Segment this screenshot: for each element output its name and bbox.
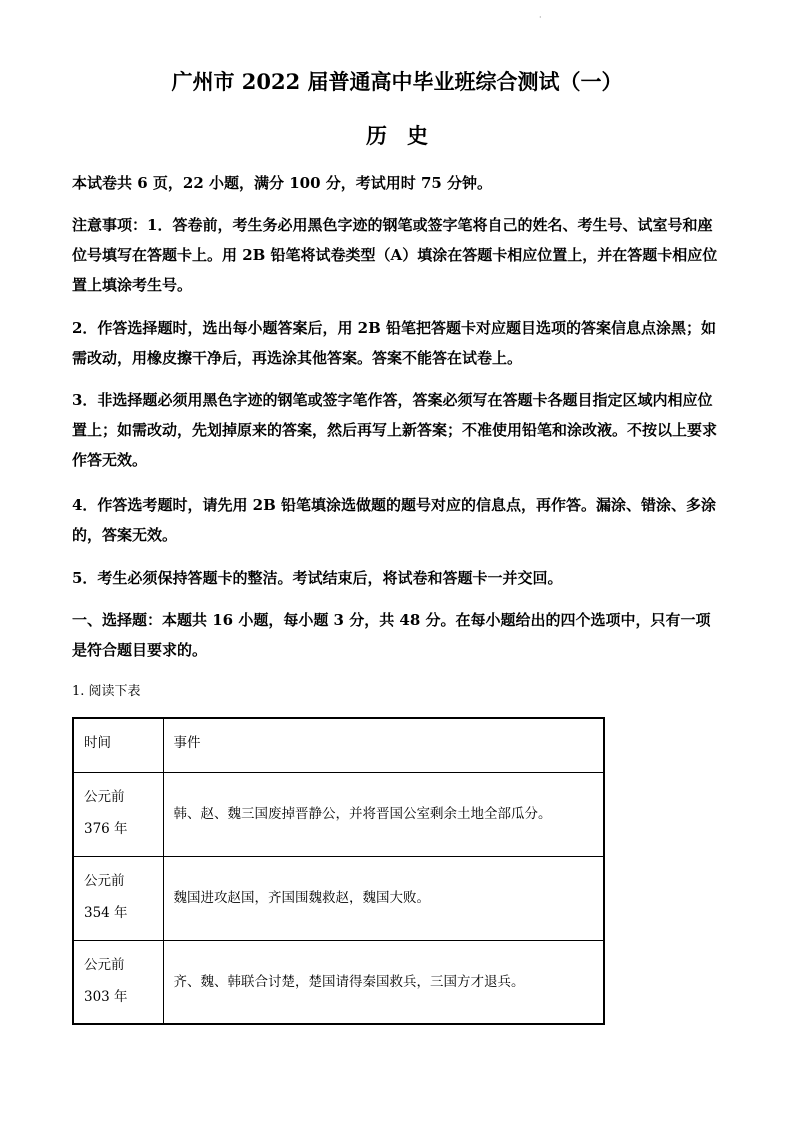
row-time: 公元前 303 年	[73, 940, 163, 1024]
column-header-event: 事件	[163, 718, 604, 772]
table-row	[73, 772, 604, 856]
row-time: 公元前 354 年	[73, 856, 163, 940]
instruction-note-3: 3．非选择题必须用黑色字迹的钢笔或签字笔作答，答案必须写在答题卡各题目指定区域内相应位置上；如需改动，先划掉原来的答案，然后再写上新答案；不准使用铅笔和涂改液。不按以上要求作答无效。	[72, 391, 718, 469]
exam-intro: 本试卷共 6 页，22 小题，满分 100 分，考试用时 75 分钟。	[72, 174, 493, 192]
table-row	[73, 856, 604, 940]
row-time: 公元前 376 年	[73, 772, 163, 856]
instruction-note-4: 4．作答选考题时，请先用 2B 铅笔填涂选做题的题号对应的信息点，再作答。漏涂、错涂、多涂的，答案无效。	[72, 496, 717, 544]
subject-title: 历史	[366, 123, 448, 148]
column-header-time: 时间	[73, 718, 163, 772]
instruction-note-5: 5．考生必须保持答题卡的整洁。考试结束后，将试卷和答题卡一并交回。	[72, 569, 563, 587]
row-event: 齐、魏、韩联合讨楚，楚国请得秦国救兵，三国方才退兵。	[163, 940, 604, 1024]
table-header-row	[73, 718, 604, 772]
table-row	[73, 940, 604, 1024]
scan-dot: ·	[539, 13, 542, 22]
row-event: 魏国进攻赵国，齐国围魏救赵，魏国大败。	[163, 856, 604, 940]
events-table	[72, 717, 605, 1025]
instruction-note-1: 注意事项：1．答卷前，考生务必用黑色字迹的钢笔或签字笔将自己的姓名、考生号、试室号和座位号填写在答题卡上。用 2B 铅笔将试卷类型（A）填涂在答题卡相应位置上，并在答题卡相应位置上填涂考生号。	[72, 216, 718, 294]
section-heading: 一、选择题：本题共 16 小题，每小题 3 分，共 48 分。在每小题给出的四个选项中，只有一项是符合题目要求的。	[72, 611, 711, 659]
exam-title: 广州市 2022 届普通高中毕业班综合测试（一）	[171, 69, 623, 94]
instruction-note-2: 2．作答选择题时，选出每小题答案后，用 2B 铅笔把答题卡对应题目选项的答案信息点涂黑；如需改动，用橡皮擦干净后，再选涂其他答案。答案不能答在试卷上。	[72, 319, 717, 367]
row-event: 韩、赵、魏三国废掉晋静公，并将晋国公室剩余土地全部瓜分。	[163, 772, 604, 856]
question-1-label: 1. 阅读下表	[72, 684, 141, 699]
